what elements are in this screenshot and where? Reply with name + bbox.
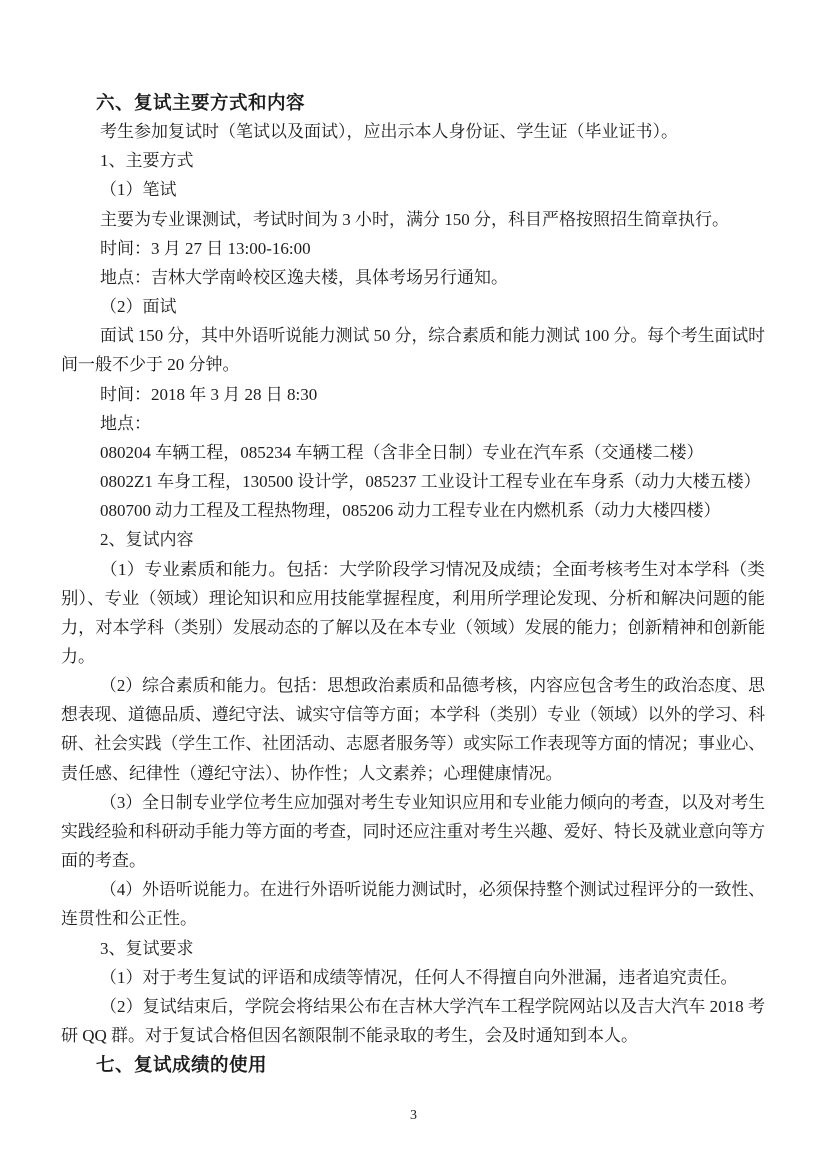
text-line	[61, 234, 765, 263]
text-line-content: （4）外语听说能力。在进行外语听说能力测试时，必须保持整个测试过程评分的一致性、	[100, 880, 765, 900]
text-line-content: 考生参加复试时（笔试以及面试），应出示本人身份证、学生证（毕业证书）。	[100, 122, 678, 142]
section-heading	[61, 1050, 765, 1079]
text-line	[61, 846, 765, 875]
text-line-content: 七、复试成绩的使用	[96, 1054, 268, 1076]
text-line-content: 0802Z1 车身工程，130500 设计学，085237 工业设计工程专业在车身系（动力大楼五楼）	[100, 472, 761, 492]
text-line	[61, 146, 765, 175]
text-line-content: 研、社会实践（学生工作、社团活动、志愿者服务等）或实际工作表现等方面的情况；事业心、	[61, 734, 765, 754]
text-line-content: 面的考查。	[61, 851, 146, 871]
text-line	[61, 759, 765, 788]
text-line-content: 别）、专业（领域）理论知识和应用技能掌握程度，利用所学理论发现、分析和解决问题的能	[61, 588, 765, 608]
text-line	[61, 263, 765, 292]
text-line-content: 实践经验和科研动手能力等方面的考查，同时还应注重对考生兴趣、爱好、特长及就业意向等方	[61, 821, 765, 841]
text-line	[61, 292, 765, 321]
text-line-content: 间一般不少于 20 分钟。	[61, 355, 240, 375]
text-line-content: 3、复试要求	[100, 938, 194, 958]
text-line	[61, 467, 765, 496]
section-heading	[61, 88, 765, 117]
text-line	[61, 1021, 765, 1050]
text-line-content: 力。	[61, 646, 95, 666]
text-line	[61, 409, 765, 438]
text-line-content: 责任感、纪律性（遵纪守法）、协作性；人文素养；心理健康情况。	[61, 763, 563, 783]
text-line	[61, 321, 765, 350]
text-line-content: （2）面试	[100, 297, 177, 317]
document-body	[61, 88, 765, 1079]
page-number: 3	[410, 1108, 417, 1123]
text-line	[61, 992, 765, 1021]
text-line-content: 时间：2018 年 3 月 28 日 8:30	[100, 384, 318, 404]
text-line	[61, 175, 765, 204]
text-line	[61, 117, 765, 146]
text-line-content: 地点：	[100, 413, 151, 433]
text-line	[61, 525, 765, 554]
text-line	[61, 555, 765, 584]
text-line-content: 1、主要方式	[100, 151, 194, 171]
text-line-content: （1）笔试	[100, 180, 177, 200]
text-line	[61, 671, 765, 700]
text-line	[61, 496, 765, 525]
text-line-content: 主要为专业课测试，考试时间为 3 小时，满分 150 分，科目严格按照招生简章执行。	[100, 209, 729, 229]
text-line-content: 080204 车辆工程，085234 车辆工程（含非全日制）专业在汽车系（交通楼二楼）	[100, 442, 704, 462]
text-line	[61, 438, 765, 467]
text-line	[61, 642, 765, 671]
text-line	[61, 904, 765, 933]
text-line	[61, 729, 765, 758]
text-line-content: 想表现、道德品质、遵纪守法、诚实守信等方面；本学科（类别）专业（领域）以外的学习、科	[61, 705, 765, 725]
text-line	[61, 963, 765, 992]
text-line-content: 连贯性和公正性。	[61, 909, 197, 929]
text-line	[61, 817, 765, 846]
text-line-content: （1）对于考生复试的评语和成绩等情况，任何人不得擅自向外泄漏，违者追究责任。	[100, 967, 738, 987]
text-line-content: 地点：吉林大学南岭校区逸夫楼，具体考场另行通知。	[100, 267, 508, 287]
text-line-content: 时间：3 月 27 日 13:00-16:00	[100, 238, 311, 258]
text-line-content: 面试 150 分，其中外语听说能力测试 50 分，综合素质和能力测试 100 分。每个考生面试时	[100, 326, 765, 346]
text-line	[61, 934, 765, 963]
text-line-content: （1）专业素质和能力。包括：大学阶段学习情况及成绩；全面考核考生对本学科（类	[100, 559, 766, 579]
text-line-content: 2、复试内容	[100, 530, 194, 550]
text-line-content: （3）全日制专业学位考生应加强对考生专业知识应用和专业能力倾向的考查，以及对考生	[100, 792, 765, 812]
text-line-content: 力，对本学科（类别）发展动态的了解以及在本专业（领域）发展的能力；创新精神和创新能	[61, 617, 765, 637]
text-line	[61, 380, 765, 409]
text-line	[61, 350, 765, 379]
text-line-content: 六、复试主要方式和内容	[96, 92, 306, 113]
text-line	[61, 584, 765, 613]
text-line	[61, 875, 765, 904]
text-line-content: （2）复试结束后，学院会将结果公布在吉林大学汽车工程学院网站以及吉大汽车 2018 考	[100, 996, 765, 1016]
text-line-content: 研 QQ 群。对于复试合格但因名额限制不能录取的考生，会及时通知到本人。	[61, 1026, 639, 1045]
text-line	[61, 205, 765, 234]
text-line	[61, 788, 765, 817]
text-line-content: （2）综合素质和能力。包括：思想政治素质和品德考核，内容应包含考生的政治态度、思	[100, 676, 765, 696]
text-line	[61, 613, 765, 642]
text-line	[61, 700, 765, 729]
text-line-content: 080700 动力工程及工程热物理，085206 动力工程专业在内燃机系（动力大楼四楼）	[100, 501, 721, 521]
